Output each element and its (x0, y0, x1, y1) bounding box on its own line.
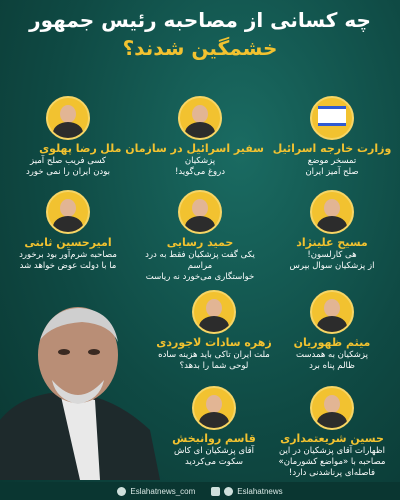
person-name: سفیر اسرائیل در سازمان ملل (100, 142, 264, 155)
quote-line: مصاحبه با «مواضع کشورمان» (278, 457, 386, 467)
person-avatar (310, 386, 354, 430)
quote-line: مصاحبه شرم‌آور بود برخورد (19, 250, 117, 260)
card-ghasem-ravanbakhsh (150, 386, 278, 470)
quote-line: دروغ می‌گوید! (174, 167, 226, 177)
card-hossein-shariatmadari (268, 386, 396, 478)
person-avatar (310, 290, 354, 334)
headline (0, 6, 400, 62)
quote-line: از پزشکیان سوال بپرس (289, 261, 375, 271)
person-avatar (178, 190, 222, 234)
person-avatar (310, 190, 354, 234)
card-meysam-zohourian (268, 290, 396, 374)
instagram-icon (211, 487, 220, 496)
person-avatar (46, 190, 90, 234)
person-name: وزارت خارجه اسرائیل (272, 142, 392, 155)
quote-line: پزشکیان به همدست (296, 350, 368, 360)
quote-line: ما با دولت عوض خواهد شد (19, 261, 117, 271)
card-israel-foreign-ministry (268, 96, 396, 180)
quote-line: تمسخر موضع (307, 156, 357, 166)
website-label: Eslahatnews_com (130, 486, 196, 496)
person-avatar (192, 290, 236, 334)
person-name: میثم ظهوریان (293, 336, 371, 349)
quote-line: فاصله‌ای پرناشدنی دارد! (288, 468, 376, 478)
quote-line: ملت ایران تاکی باید هزینه ساده (158, 350, 270, 360)
headline-line-1: چه کسانی از مصاحبه رئیس جمهور (29, 8, 371, 32)
quote-line: یکی گفت پزشکیان فقط به درد مراسم (145, 250, 255, 271)
quote-line: لوحی شما را بدهد؟ (179, 361, 249, 371)
social-handle-link[interactable] (211, 487, 282, 496)
quote-line: کسی فریب صلح آمیز (30, 156, 106, 166)
president-portrait (0, 300, 160, 480)
quote-line: خواستگاری می‌خورد نه ریاست (145, 272, 255, 282)
person-avatar (192, 386, 236, 430)
headline-line-2: خشمگین شدند؟ (122, 36, 278, 60)
card-masih-alinejad (268, 190, 396, 274)
card-zohreh-lajevardi (150, 290, 278, 374)
person-name: حسین شریعتمداری (280, 432, 384, 445)
quote-line: هی کارلسون! (307, 250, 357, 260)
footer (0, 482, 400, 500)
person-name: رضا پهلوی (39, 142, 97, 155)
telegram-icon (224, 487, 233, 496)
quote-line: پزشکیان (184, 156, 216, 166)
person-name: حمید رسایی (166, 236, 234, 249)
person-name: قاسم روانبخش (172, 432, 256, 445)
social-handle-label: Eslahatnews (237, 486, 283, 496)
globe-icon (117, 487, 126, 496)
card-hamid-rasaei (136, 190, 264, 282)
quote-line: آقای پزشکیان ای کاش (173, 446, 255, 456)
card-amirhossein-sabeti (4, 190, 132, 274)
quote-line: اظهارات آقای پزشکیان در این (279, 446, 385, 456)
israel-flag-avatar (310, 96, 354, 140)
card-israel-un-ambassador (100, 96, 264, 180)
person-name: مسیح علینژاد (296, 236, 368, 249)
person-avatar (178, 96, 222, 140)
person-name: زهره سادات لاجوردی (156, 336, 272, 349)
quote-line: بودن ایران را نمی خورد (26, 167, 110, 177)
quote-line: ظالم پناه برد (309, 361, 355, 371)
card-reza-pahlavi (4, 96, 132, 180)
website-link[interactable] (117, 487, 195, 496)
person-name: امیرحسین ثابتی (24, 236, 112, 249)
quote-line: سکوت می‌کردید (185, 457, 243, 467)
person-avatar (46, 96, 90, 140)
quote-line: صلح آمیز ایران (305, 167, 359, 177)
